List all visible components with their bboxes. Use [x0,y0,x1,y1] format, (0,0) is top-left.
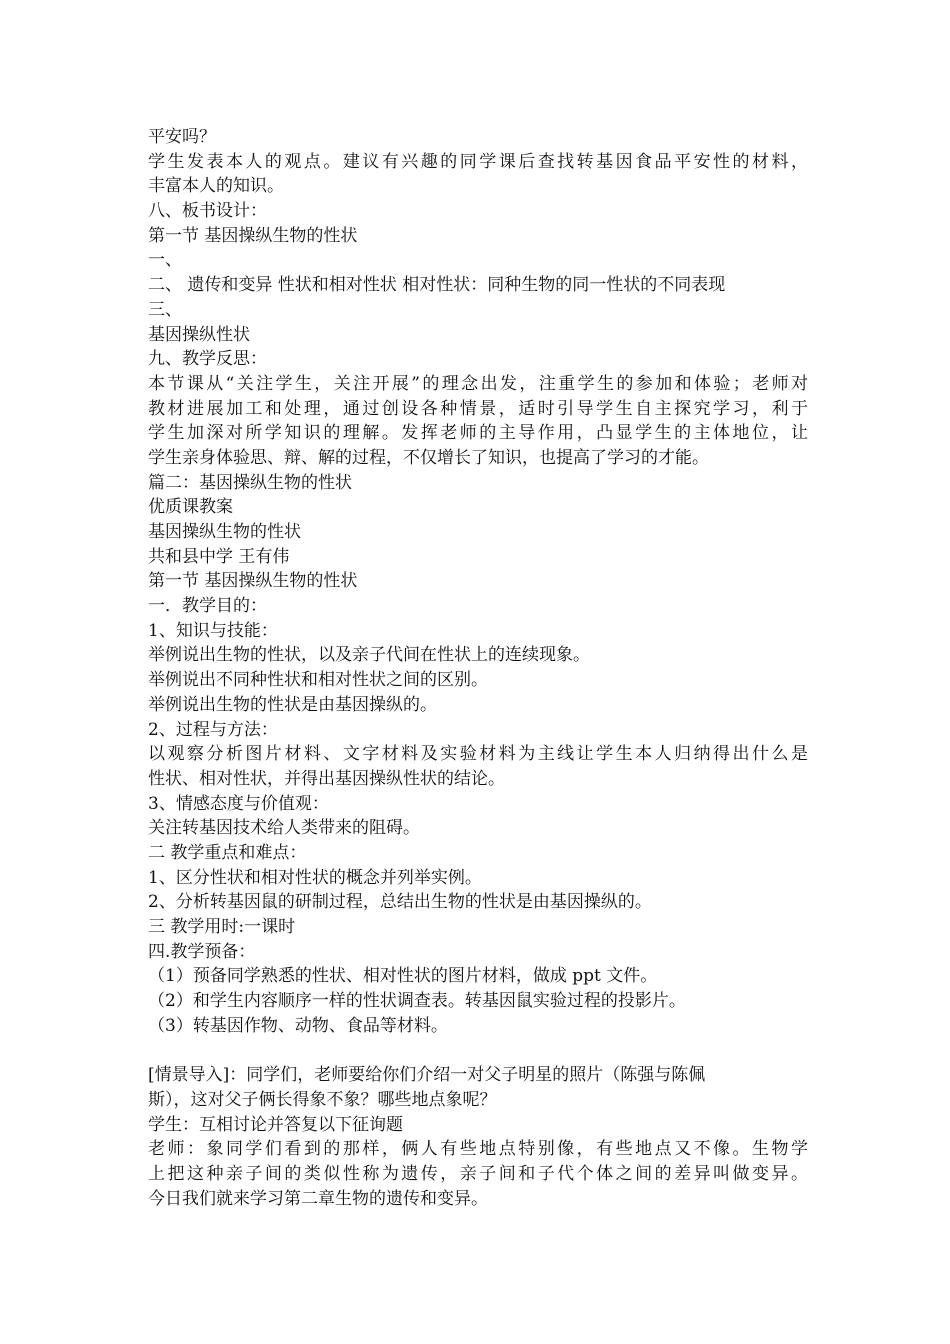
text-line: 关注转基因技术给人类带来的阻碍。 [148,818,420,839]
text-line: 教材进展加工和处理，通过创设各种情景，适时引导学生自主探究学习，利于 [148,398,808,419]
text-line: 性状、相对性状，并得出基因操纵性状的结论。 [148,768,505,789]
section-heading: 八、板书设计： [148,201,267,222]
text-line: （2）和学生内容顺序一样的性状调查表。转基因鼠实验过程的投影片。 [148,991,686,1012]
text-line: （1）预备同学熟悉的性状、相对性状的图片材料，做成 ppt 文件。 [148,966,658,987]
text-line: [情景导入]：同学们，老师要给你们介绍一对父子明星的照片（陈强与陈佩 [148,1065,706,1086]
section-heading: 四.教学预备： [148,941,256,962]
section-heading: 九、教学反思： [148,349,267,370]
text-line: 学生发表本人的观点。建议有兴趣的同学课后查找转基因食品平安性的材料， [148,151,808,172]
text-line: 学生：互相讨论并答复以下征询题 [148,1114,403,1135]
text-line: 举例说出生物的性状是由基因操纵的。 [148,694,437,715]
text-line: 斯），这对父子俩长得象不象？哪些地点象呢？ [148,1089,497,1110]
section-heading: 篇二：基因操纵生物的性状 [148,472,352,493]
text-line: 老师：象同学们看到的那样，俩人有些地点特别像，有些地点又不像。生物学 [148,1139,808,1160]
text-line: 以观察分析图片材料、文字材料及实验材料为主线让学生本人归纳得出什么是 [148,744,808,765]
text-line: 3、情感态度与价值观： [148,793,329,814]
text-line: 二、 遗传和变异 性状和相对性状 相对性状：同种生物的同一性状的不同表现 [148,275,726,296]
text-line: 三、 [148,299,182,320]
blank-line [148,1038,808,1063]
text-line: 丰富本人的知识。 [148,176,284,197]
text-line: 举例说出不同种性状和相对性状之间的区别。 [148,670,488,691]
text-line: 学生亲身体验思、辩、解的过程，不仅增长了知识，也提高了学习的才能。 [148,447,709,468]
text-line: 本节课从“关注学生，关注开展”的理念出发，注重学生的参加和体验；老师对 [148,373,808,394]
document-page [148,125,808,1211]
author-line: 共和县中学 王有伟 [148,546,290,567]
text-line: 1、知识与技能： [148,620,278,641]
text-line: （3）转基因作物、动物、食品等材料。 [148,1015,448,1036]
text-line: 基因操纵生物的性状 [148,522,301,542]
text-line: 优质课教案 [148,497,233,518]
text-line: 今日我们就来学习第二章生物的遗传和变异。 [148,1188,488,1209]
text-line: 平安吗？ [148,127,216,147]
section-heading: 二 教学重点和难点： [148,842,307,863]
text-line: 第一节 基因操纵生物的性状 [148,571,358,592]
text-line: 举例说出生物的性状，以及亲子代间在性状上的连续现象。 [148,645,590,666]
text-line: 基因操纵性状 [148,324,250,345]
text-line: 一、 [148,250,182,271]
text-line: 上把这种亲子间的类似性称为遗传，亲子间和子代个体之间的差异叫做变异。 [148,1163,808,1184]
text-line: 学生加深对所学知识的理解。发挥老师的主导作用，凸显学生的主体地位，让 [148,423,808,444]
text-line: 第一节 基因操纵生物的性状 [148,225,358,246]
text-line: 2、分析转基因鼠的研制过程，总结出生物的性状是由基因操纵的。 [148,892,652,913]
text-line: 1、区分性状和相对性状的概念并列举实例。 [148,867,482,888]
section-heading: 三 教学用时:一课时 [148,917,296,937]
section-heading: 一．教学目的： [148,596,267,617]
text-line: 2、过程与方法： [148,719,278,740]
